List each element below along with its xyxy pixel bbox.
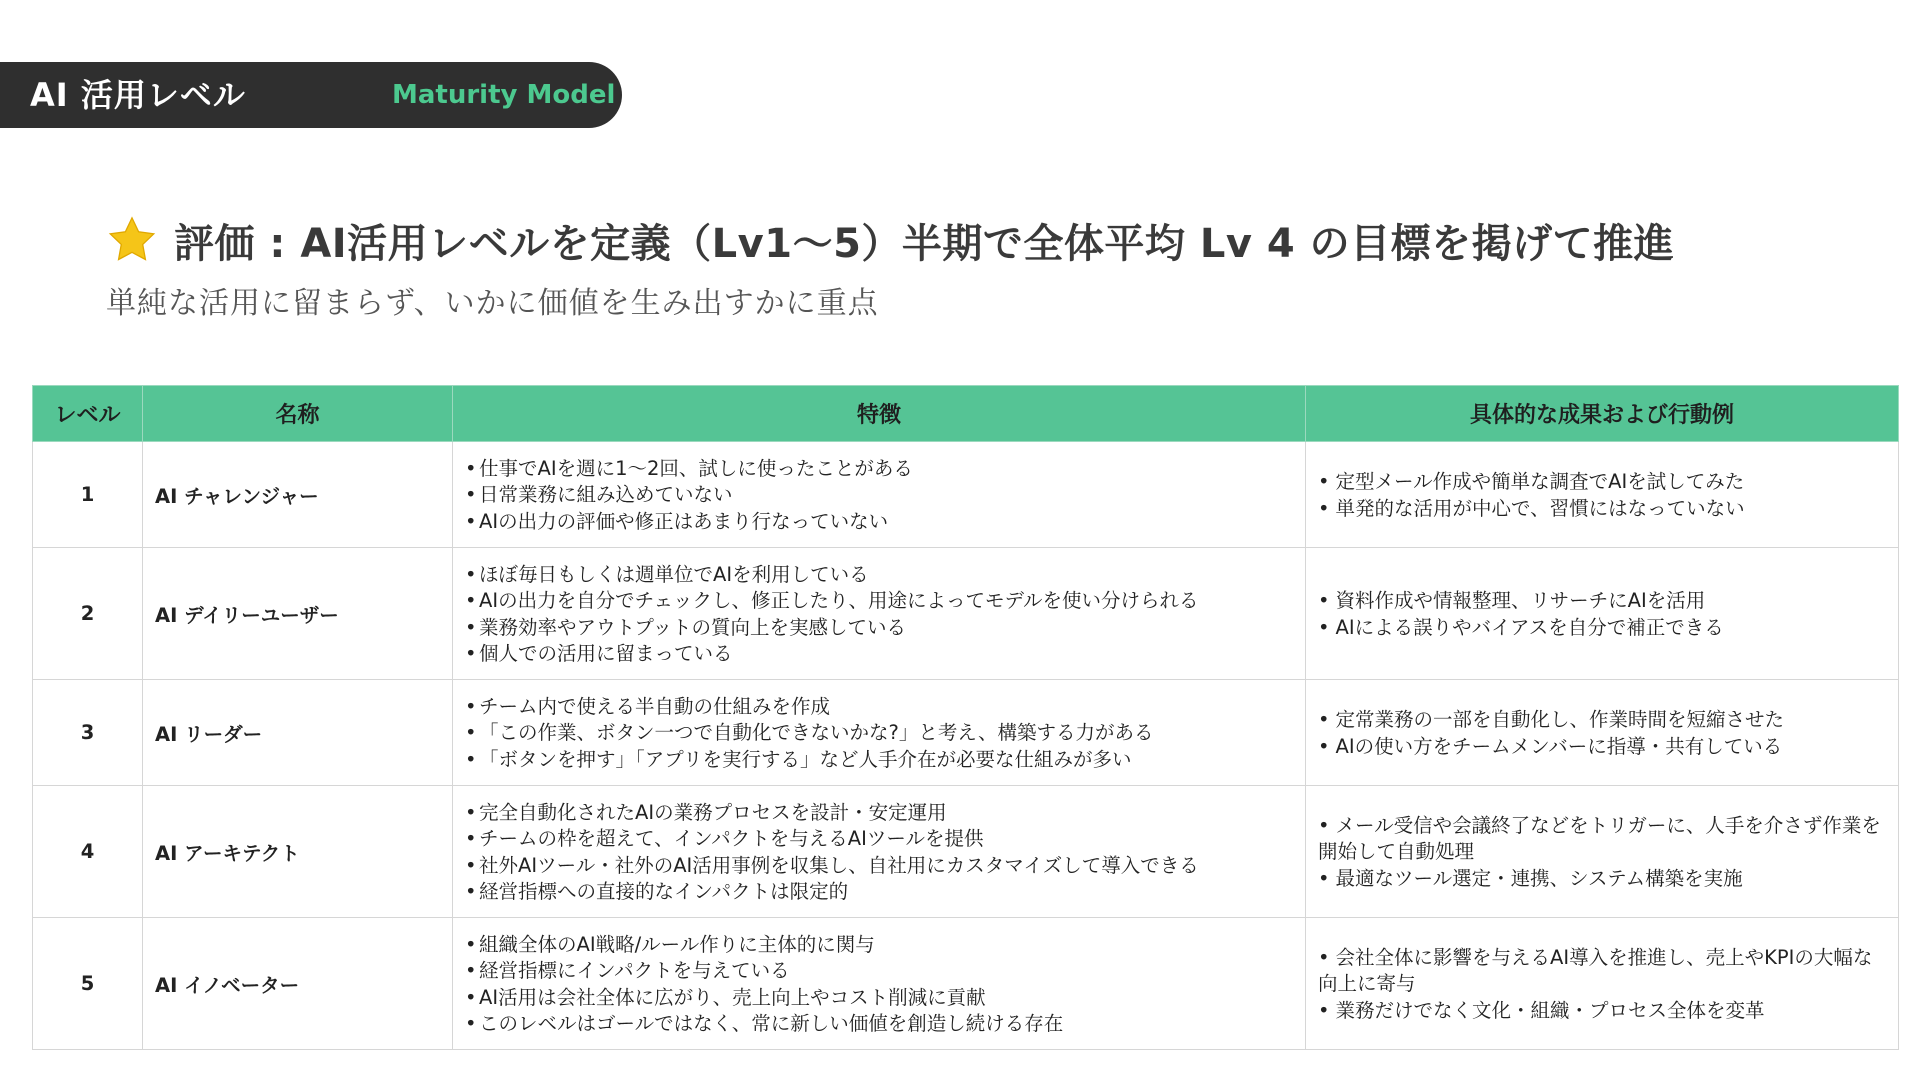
result-item: • 最適なツール選定・連携、システム構築を実施 — [1318, 866, 1888, 893]
feature-item: • AIの出力の評価や修正はあまり行なっていない — [465, 509, 1295, 536]
level-cell: 3 — [33, 680, 143, 786]
feature-item: • 「この作業、ボタン一つで自動化できないかな?」と考え、構築する力がある — [465, 720, 1295, 747]
maturity-table — [32, 385, 1899, 1050]
feature-item: • 個人での活用に留まっている — [465, 641, 1295, 668]
name-cell: AI イノベーター — [143, 918, 453, 1050]
level-cell: 2 — [33, 548, 143, 680]
result-item: • 定型メール作成や簡単な調査でAIを試してみた — [1318, 469, 1888, 496]
feature-item: • 仕事でAIを週に1〜2回、試しに使ったことがある — [465, 456, 1295, 483]
table-row — [33, 680, 1899, 786]
feature-item: • 業務効率やアウトプットの質向上を実感している — [465, 615, 1295, 642]
features-cell — [453, 548, 1306, 680]
table-header-row — [33, 386, 1899, 442]
name-cell: AI チャレンジャー — [143, 442, 453, 548]
level-cell: 4 — [33, 786, 143, 918]
name-cell: AI リーダー — [143, 680, 453, 786]
feature-item: • 経営指標にインパクトを与えている — [465, 958, 1295, 985]
result-item: • 単発的な活用が中心で、習慣にはなっていない — [1318, 496, 1888, 523]
result-item: • メール受信や会議終了などをトリガーに、人手を介さず作業を開始して自動処理 — [1318, 813, 1888, 866]
feature-item: • チームの枠を超えて、インパクトを与えるAIツールを提供 — [465, 826, 1295, 853]
results-cell — [1306, 786, 1899, 918]
results-cell — [1306, 918, 1899, 1050]
subtitle: 単純な活用に留まらず、いかに価値を生み出すかに重点 — [106, 286, 879, 321]
column-header-features: 特徴 — [453, 386, 1306, 442]
result-item: • AIの使い方をチームメンバーに指導・共有している — [1318, 734, 1888, 761]
headline-text: 評価 : AI活用レベルを定義（Lv1〜5）半期で全体平均 Lv 4 の目標を掲げて推進 — [174, 220, 1675, 267]
feature-item: • 社外AIツール・社外のAI活用事例を収集し、自社用にカスタマイズして導入できる — [465, 853, 1295, 880]
features-cell — [453, 918, 1306, 1050]
feature-item: • チーム内で使える半自動の仕組みを作成 — [465, 694, 1295, 721]
table-row — [33, 918, 1899, 1050]
table-row — [33, 442, 1899, 548]
header-bar — [0, 62, 622, 128]
table-row — [33, 548, 1899, 680]
results-cell — [1306, 680, 1899, 786]
column-header-name: 名称 — [143, 386, 453, 442]
results-cell — [1306, 442, 1899, 548]
level-cell: 1 — [33, 442, 143, 548]
feature-item: • このレベルはゴールではなく、常に新しい価値を創造し続ける存在 — [465, 1011, 1295, 1038]
star-icon — [106, 214, 158, 266]
feature-item: • 経営指標への直接的なインパクトは限定的 — [465, 879, 1295, 906]
features-cell — [453, 442, 1306, 548]
column-header-level: レベル — [33, 386, 143, 442]
level-cell: 5 — [33, 918, 143, 1050]
result-item: • 資料作成や情報整理、リサーチにAIを活用 — [1318, 588, 1888, 615]
result-item: • AIによる誤りやバイアスを自分で補正できる — [1318, 615, 1888, 642]
feature-item: • ほぼ毎日もしくは週単位でAIを利用している — [465, 562, 1295, 589]
feature-item: • 日常業務に組み込めていない — [465, 482, 1295, 509]
column-header-results: 具体的な成果および行動例 — [1306, 386, 1899, 442]
feature-item: • 完全自動化されたAIの業務プロセスを設計・安定運用 — [465, 800, 1295, 827]
feature-item: • 組織全体のAI戦略/ルール作りに主体的に関与 — [465, 932, 1295, 959]
result-item: • 定常業務の一部を自動化し、作業時間を短縮させた — [1318, 707, 1888, 734]
headline — [106, 212, 1674, 268]
result-item: • 会社全体に影響を与えるAI導入を推進し、売上やKPIの大幅な向上に寄与 — [1318, 945, 1888, 998]
features-cell — [453, 680, 1306, 786]
name-cell: AI アーキテクト — [143, 786, 453, 918]
result-item: • 業務だけでなく文化・組織・プロセス全体を変革 — [1318, 998, 1888, 1025]
feature-item: • 「ボタンを押す」「アプリを実行する」など人手介在が必要な仕組みが多い — [465, 747, 1295, 774]
name-cell: AI デイリーユーザー — [143, 548, 453, 680]
results-cell — [1306, 548, 1899, 680]
feature-item: • AI活用は会社全体に広がり、売上向上やコスト削減に貢献 — [465, 985, 1295, 1012]
table-row — [33, 786, 1899, 918]
header-title: AI 活用レベル — [30, 76, 246, 114]
feature-item: • AIの出力を自分でチェックし、修正したり、用途によってモデルを使い分けられる — [465, 588, 1295, 615]
features-cell — [453, 786, 1306, 918]
header-subtitle: Maturity Model — [392, 80, 616, 110]
